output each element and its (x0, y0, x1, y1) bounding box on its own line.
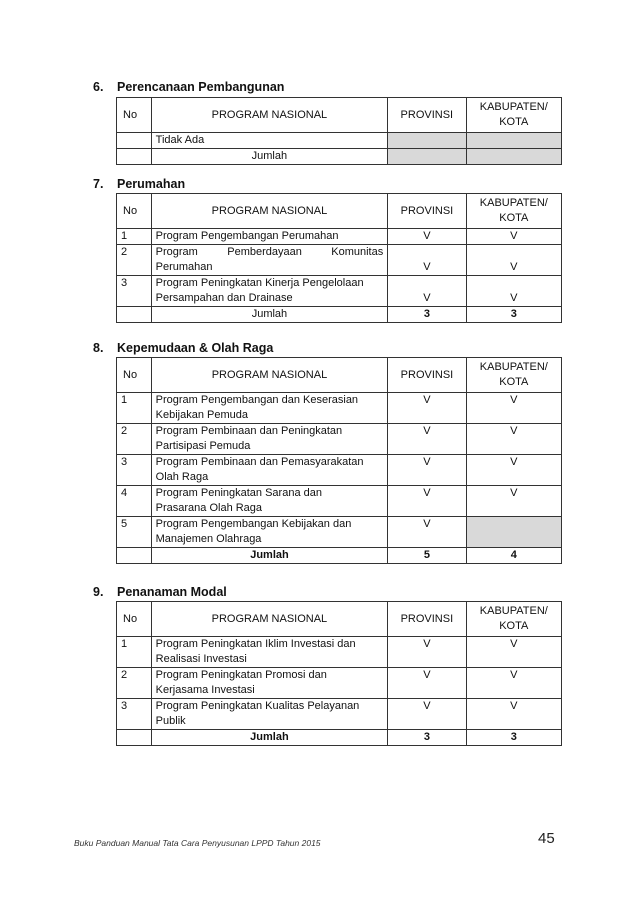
header-provinsi: PROVINSI (388, 602, 466, 637)
header-no: No (117, 98, 152, 133)
total-row: Jumlah (117, 149, 562, 165)
header-row (117, 194, 562, 229)
table-row: 5 Program Pengembangan Kebijakan dan Manajemen Olahraga V (117, 517, 562, 548)
header-row (117, 358, 562, 393)
header-no: No (117, 602, 152, 637)
table-row: 2 Program Peningkatan Promosi dan Kerjasama Investasi V V (117, 668, 562, 699)
table-row: 3 Program Peningkatan Kinerja Pengelolaan Persampahan dan Drainase V V (117, 276, 562, 307)
section-title: 6. Perencanaan Pembangunan (93, 80, 285, 94)
header-kabupaten: KABUPATEN/ KOTA (466, 194, 561, 229)
header-no: No (117, 358, 152, 393)
total-row: Jumlah 3 3 (117, 730, 562, 746)
total-row: Jumlah 5 4 (117, 548, 562, 564)
header-program: PROGRAM NASIONAL (151, 98, 387, 133)
header-kabupaten: KABUPATEN/ KOTA (466, 98, 561, 133)
table-row: 3 Program Pembinaan dan Pemasyarakatan Olah Raga V V (117, 455, 562, 486)
table-row: 2 Program Pembinaan dan Peningkatan Partisipasi Pemuda V V (117, 424, 562, 455)
page-number: 45 (538, 830, 555, 847)
section-perencanaan-pembangunan (93, 78, 548, 162)
header-kabupaten: KABUPATEN/ KOTA (466, 358, 561, 393)
table-row: 1 Program Peningkatan Iklim Investasi dan Realisasi Investasi V V (117, 637, 562, 668)
header-no: No (117, 194, 152, 229)
table-row: 1 Program Pengembangan dan Keserasian Kebijakan Pemuda V V (117, 393, 562, 424)
section-title: 8. Kepemudaan & Olah Raga (93, 341, 274, 355)
header-program: PROGRAM NASIONAL (151, 358, 388, 393)
table-row: 4 Program Peningkatan Sarana dan Prasarana Olah Raga V V (117, 486, 562, 517)
header-provinsi: PROVINSI (388, 358, 466, 393)
header-row (117, 602, 562, 637)
header-program: PROGRAM NASIONAL (151, 194, 388, 229)
section-perumahan (93, 175, 548, 320)
section-penanaman-modal (93, 583, 548, 743)
header-program: PROGRAM NASIONAL (151, 602, 387, 637)
table-row: 2 Program Pemberdayaan Komunitas Perumahan V V (117, 245, 562, 276)
table-row: 3 Program Peningkatan Kualitas Pelayanan Publik V V (117, 699, 562, 730)
table-row: Tidak Ada (117, 133, 562, 149)
total-row: Jumlah 3 3 (117, 307, 562, 323)
footer-text: Buku Panduan Manual Tata Cara Penyusunan LPPD Tahun 2015 (74, 838, 321, 848)
header-row (117, 98, 562, 133)
header-provinsi: PROVINSI (388, 194, 466, 229)
header-provinsi: PROVINSI (388, 98, 466, 133)
program-table (116, 97, 562, 165)
section-title: 7. Perumahan (93, 177, 186, 191)
section-title: 9. Penanaman Modal (93, 585, 227, 599)
program-table (116, 601, 562, 746)
table-row: 1 Program Pengembangan Perumahan V V (117, 229, 562, 245)
program-table (116, 357, 562, 564)
header-kabupaten: KABUPATEN/ KOTA (466, 602, 561, 637)
section-kepemudaan-olah-raga (93, 339, 548, 561)
program-table (116, 193, 562, 323)
